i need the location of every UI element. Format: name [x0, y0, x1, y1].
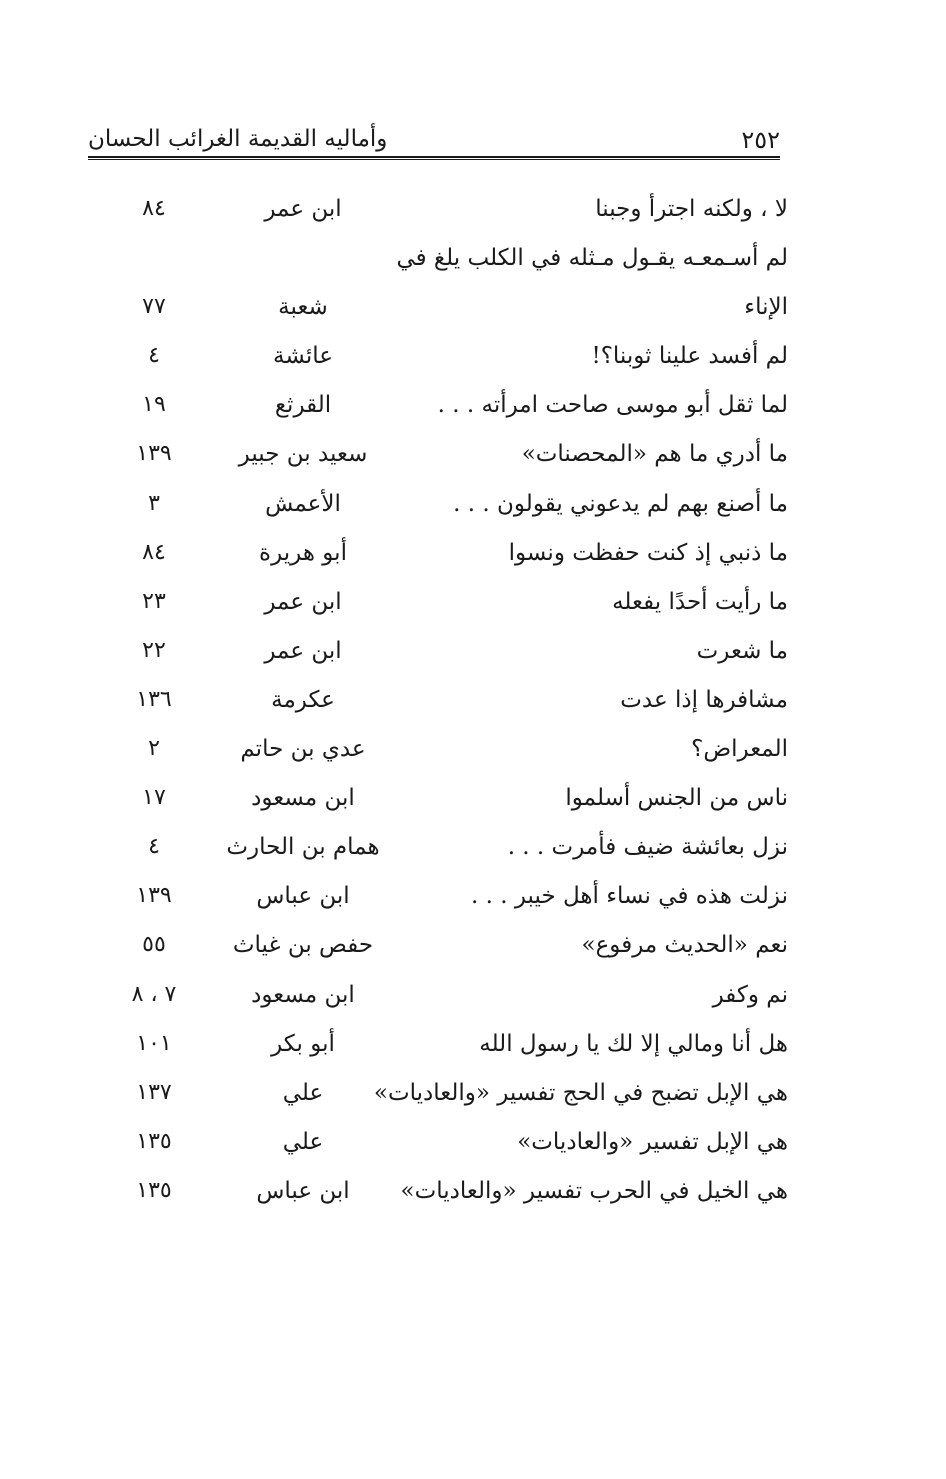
hadith-phrase: نم وكفر [712, 981, 788, 1008]
narrator-name: عكرمة [271, 686, 335, 713]
hadith-phrase: ما أصنع بهم لم يدعوني يقولون . . . [453, 490, 788, 517]
hadith-phrase: ما ذنبي إذ كنت حفظت ونسوا [508, 539, 788, 566]
hadith-phrase: لما ثقل أبو موسى صاحت امرأته . . . [437, 392, 788, 419]
hadith-phrase: لم أفسد علينا ثوبنا؟! [591, 343, 788, 370]
page-header [88, 118, 780, 158]
index-row [100, 1074, 788, 1123]
page-reference: ١٣٥ [136, 1177, 172, 1203]
page-reference: ٤ [148, 343, 160, 369]
index-row [100, 435, 788, 484]
narrator-name: أبو هريرة [259, 539, 347, 566]
narrator-name: أبو بكر [271, 1030, 335, 1057]
page-reference: ٧٧ [142, 294, 166, 320]
hadith-phrase: لا ، ولكنه اجترأ وجبنا [595, 196, 788, 222]
hadith-phrase: نزلت هذه في نساء أهل خيبر . . . [471, 883, 788, 910]
index-row [100, 926, 788, 975]
index-row [100, 828, 788, 877]
index-table [100, 190, 788, 1221]
narrator-name: ابن عباس [256, 883, 350, 910]
narrator-name: عائشة [273, 343, 333, 370]
narrator-name: ابن مسعود [251, 785, 355, 812]
page-reference: ١٣٥ [136, 1128, 172, 1154]
page-reference: ٨٤ [142, 539, 166, 565]
hadith-phrase: نزل بعائشة ضيف فأمرت . . . [507, 834, 788, 861]
book-title: وأماليه القديمة الغرائب الحسان [88, 126, 388, 152]
page-reference: ٨٤ [142, 196, 166, 221]
page-reference: ١٠١ [136, 1030, 172, 1056]
page-reference: ١٩ [142, 392, 166, 418]
hadith-phrase: ما رأيت أحدًا يفعله [612, 588, 788, 615]
page-reference: ١٣٧ [136, 1079, 172, 1105]
page-reference: ١٣٦ [136, 686, 172, 712]
narrator-name: همام بن الحارث [226, 834, 380, 861]
hadith-phrase: لم أسـمعـه يقـول مـثله في الكلب يلغ في [396, 245, 788, 272]
index-row [100, 1172, 788, 1221]
index-row [100, 288, 788, 337]
hadith-phrase: هي الخيل في الحرب تفسير «والعاديات» [400, 1177, 788, 1204]
hadith-phrase: ما أدري ما هم «المحصنات» [521, 441, 788, 468]
narrator-name: ابن مسعود [251, 981, 355, 1008]
index-row [100, 1123, 788, 1172]
index-row [100, 779, 788, 828]
narrator-name: القرثع [274, 392, 332, 419]
index-row [100, 877, 788, 926]
page-reference: ٢٣ [142, 588, 166, 614]
index-row [100, 681, 788, 730]
index-row [100, 583, 788, 632]
index-row [100, 1025, 788, 1074]
page-reference: ١٣٩ [136, 441, 172, 467]
narrator-name: ابن عمر [264, 196, 342, 222]
hadith-phrase: ما شعرت [696, 637, 788, 664]
page-reference: ٢٢ [142, 637, 166, 663]
page-reference: ٢ [148, 736, 160, 762]
narrator-name: علي [282, 1128, 324, 1155]
index-row [100, 386, 788, 435]
header-rule [88, 156, 780, 160]
hadith-phrase: ناس من الجنس أسلموا [565, 785, 788, 812]
page-reference: ٣ [148, 490, 160, 516]
narrator-name: حفص بن غياث [232, 932, 374, 959]
narrator-name: ابن عباس [256, 1177, 350, 1204]
page-number: ٢٥٢ [741, 126, 780, 154]
narrator-name: شعبة [278, 294, 328, 321]
index-row [100, 190, 788, 239]
hadith-phrase: هي الإبل تضبح في الحج تفسير «والعاديات» [373, 1079, 788, 1106]
index-row [100, 485, 788, 534]
hadith-phrase: هل أنا ومالي إلا لك يا رسول الله [479, 1030, 788, 1057]
narrator-name: عدي بن حاتم [240, 736, 366, 763]
hadith-phrase: مشافرها إذا عدت [620, 686, 788, 713]
narrator-name: ابن عمر [264, 637, 342, 664]
hadith-phrase: هي الإبل تفسير «والعاديات» [517, 1128, 788, 1155]
page-reference: ٥٥ [142, 932, 166, 958]
page-reference: ١٣٩ [136, 883, 172, 909]
hadith-phrase: المعراض؟ [691, 736, 788, 763]
narrator-name: ابن عمر [264, 588, 342, 615]
hadith-phrase: الإناء [744, 294, 788, 321]
narrator-name: سعيد بن جبير [238, 441, 368, 468]
index-row [100, 632, 788, 681]
page-reference: ١٧ [142, 785, 166, 811]
index-row [100, 534, 788, 583]
index-row [100, 730, 788, 779]
page-reference: ٤ [148, 834, 160, 860]
hadith-phrase: نعم «الحديث مرفوع» [581, 932, 788, 959]
narrator-name: علي [282, 1079, 324, 1106]
index-row [100, 976, 788, 1025]
index-row [100, 239, 788, 288]
narrator-name: الأعمش [265, 490, 341, 517]
page-reference: ٧ ، ٨ [131, 981, 177, 1007]
index-row [100, 337, 788, 386]
